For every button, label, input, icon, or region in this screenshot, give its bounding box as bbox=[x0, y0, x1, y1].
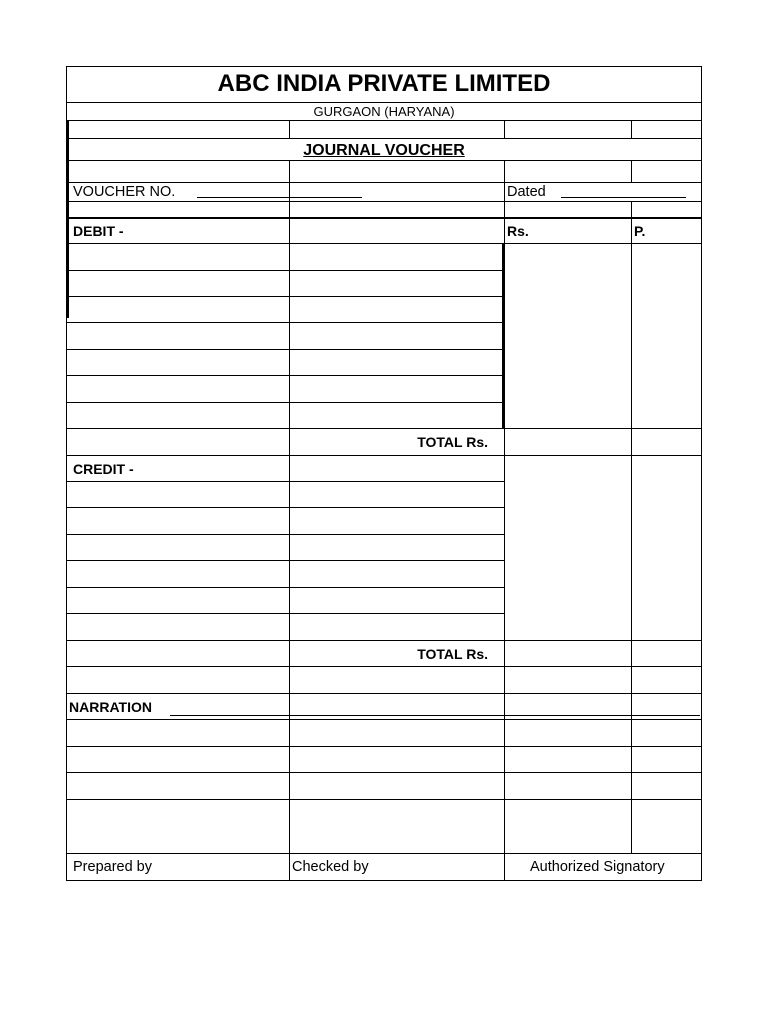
row-line bbox=[66, 270, 504, 271]
col-line-3 bbox=[504, 160, 505, 881]
debit-total-label: TOTAL Rs. bbox=[417, 434, 488, 450]
row-line bbox=[66, 402, 504, 403]
dated-underline[interactable] bbox=[561, 197, 686, 198]
row-line bbox=[66, 666, 702, 667]
row-line bbox=[66, 693, 702, 694]
row-line bbox=[66, 853, 702, 854]
row-line bbox=[66, 322, 504, 323]
narration-underline[interactable] bbox=[170, 715, 700, 716]
row-line bbox=[66, 201, 702, 202]
col-line-2 bbox=[289, 120, 290, 138]
row-line bbox=[66, 613, 504, 614]
row-line bbox=[66, 772, 702, 773]
col-line-4 bbox=[631, 201, 632, 853]
border-bottom bbox=[66, 880, 702, 881]
prepared-by-label: Prepared by bbox=[73, 859, 152, 875]
voucher-number-label: VOUCHER NO. bbox=[73, 184, 176, 200]
col-line-2 bbox=[289, 160, 290, 881]
row-line bbox=[66, 587, 504, 588]
row-line bbox=[66, 481, 504, 482]
row-line bbox=[66, 120, 702, 121]
border-right bbox=[701, 66, 702, 881]
credit-label: CREDIT - bbox=[73, 461, 134, 477]
border-top bbox=[66, 66, 702, 67]
row-line bbox=[66, 428, 702, 429]
row-line bbox=[66, 375, 504, 376]
row-line bbox=[66, 746, 702, 747]
col-line-3-thick bbox=[502, 243, 504, 429]
row-line bbox=[66, 349, 504, 350]
row-line bbox=[66, 296, 504, 297]
col-line-4 bbox=[631, 160, 632, 182]
row-line bbox=[66, 560, 504, 561]
row-line bbox=[66, 182, 702, 183]
paise-column-label: P. bbox=[634, 223, 646, 239]
row-line bbox=[66, 160, 702, 161]
voucher-title: JOURNAL VOUCHER bbox=[303, 142, 465, 159]
row-line bbox=[66, 507, 504, 508]
company-location: GURGAON (HARYANA) bbox=[313, 104, 455, 119]
row-line bbox=[66, 799, 702, 800]
row-line-thick bbox=[66, 217, 702, 219]
authorized-signatory-label: Authorized Signatory bbox=[530, 859, 665, 875]
row-line bbox=[66, 102, 702, 103]
row-line bbox=[66, 640, 702, 641]
narration-label: NARRATION bbox=[69, 699, 152, 715]
row-line bbox=[66, 719, 702, 720]
row-line bbox=[66, 534, 504, 535]
rupees-column-label: Rs. bbox=[507, 223, 529, 239]
row-line bbox=[66, 138, 702, 139]
col-line-4 bbox=[631, 120, 632, 138]
company-name: ABC INDIA PRIVATE LIMITED bbox=[217, 70, 551, 97]
dated-label: Dated bbox=[507, 184, 546, 200]
credit-total-label: TOTAL Rs. bbox=[417, 646, 488, 662]
col-line-3 bbox=[504, 120, 505, 138]
checked-by-label: Checked by bbox=[292, 859, 369, 875]
row-line bbox=[66, 455, 702, 456]
debit-label: DEBIT - bbox=[73, 223, 124, 239]
voucher-no-underline[interactable] bbox=[197, 197, 362, 198]
row-line bbox=[66, 243, 702, 244]
